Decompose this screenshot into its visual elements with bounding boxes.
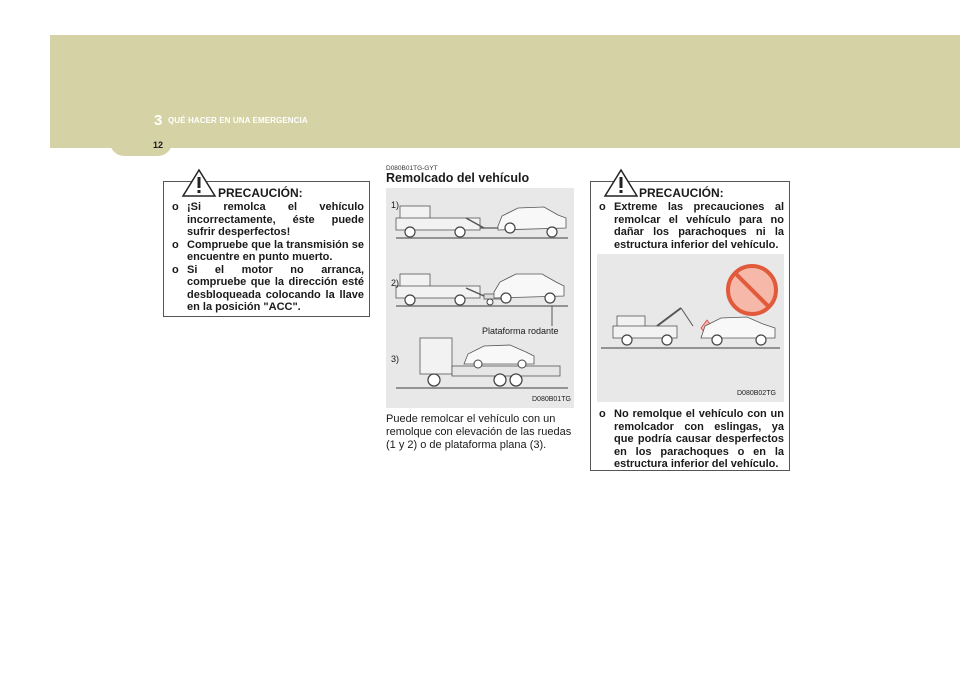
right-caution-list-1 (596, 201, 784, 251)
chapter-title: QUÉ HACER EN UNA EMERGENCIA (168, 116, 308, 125)
figure-label-2: 2) (391, 278, 400, 288)
list-item: o No remolque el vehículo con un remolcador con eslingas, ya que podría causar desperfectos en los parachoques o en la estructura inferior del vehículo. (599, 408, 784, 470)
warning-triangle-icon (603, 168, 639, 198)
list-item: o Extreme las precauciones al remolcar el vehículo para no dañar los parachoques ni la estructura inferior del vehículo. (599, 201, 784, 251)
header-band (50, 35, 960, 148)
right-caution-list-2 (596, 408, 784, 471)
list-item: o ¡Si remolca el vehículo incorrectamente, éste puede sufrir desperfectos! (172, 201, 364, 238)
page-number: 12 (153, 140, 164, 150)
left-caution-title: PRECAUCIÓN: (218, 186, 303, 200)
left-caution-box (163, 181, 370, 317)
list-item: o Compruebe que la transmisión se encuentre en punto muerto. (172, 238, 364, 263)
towing-methods-figure (386, 188, 574, 408)
sling-towing-figure (597, 254, 784, 402)
figure-code: D080B01TG (532, 396, 571, 403)
towing-description: Puede remolcar el vehículo con un remolque con elevación de las ruedas (1 y 2) o de plataforma plana (3). (386, 413, 572, 451)
towing-illustration (386, 188, 574, 408)
dolly-label: Plataforma rodante (482, 326, 559, 336)
right-caution-box (590, 181, 790, 471)
sling-towing-illustration (597, 254, 784, 402)
section-code: D080B01TG-GYT (386, 165, 438, 172)
section-title: Remolcado del vehículo (386, 171, 530, 185)
left-caution-list (169, 201, 364, 314)
list-item: o Si el motor no arranca, compruebe que la dirección esté desbloqueada colocando la llave en la posición "ACC". (172, 263, 364, 313)
warning-triangle-icon (181, 168, 217, 198)
right-caution-title: PRECAUCIÓN: (639, 186, 724, 200)
figure-code: D080B02TG (737, 390, 776, 397)
figure-label-1: 1) (391, 200, 400, 210)
figure-label-3: 3) (391, 354, 400, 364)
chapter-number: 3 (154, 112, 163, 129)
